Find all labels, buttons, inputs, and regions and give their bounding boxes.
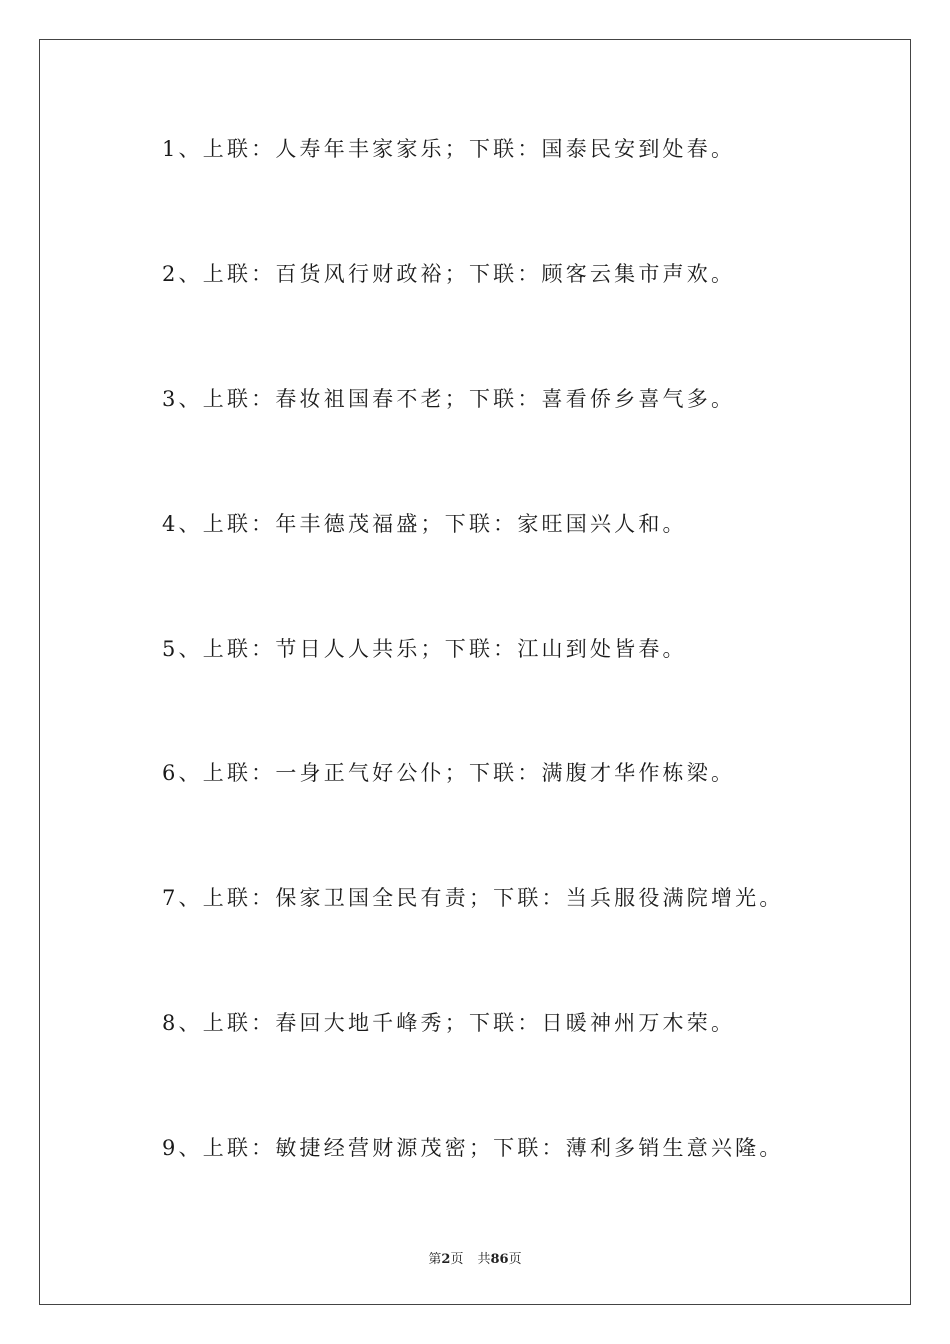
couplet-item-7: 7、上联：保家卫国全民有责；下联：当兵服役满院增光。 — [162, 886, 784, 910]
page-border — [39, 39, 911, 1305]
total-pages-prefix: 共 — [477, 1252, 491, 1267]
couplet-item-9: 9、上联：敏捷经营财源茂密；下联：薄利多销生意兴隆。 — [162, 1136, 784, 1160]
total-pages-suffix: 页 — [508, 1252, 522, 1267]
couplet-item-5: 5、上联：节日人人共乐；下联：江山到处皆春。 — [162, 637, 687, 661]
couplet-item-1: 1、上联：人寿年丰家家乐；下联：国泰民安到处春。 — [162, 137, 736, 161]
couplet-item-3: 3、上联：春妆祖国春不老；下联：喜看侨乡喜气多。 — [162, 387, 736, 411]
couplet-item-6: 6、上联：一身正气好公仆；下联：满腹才华作栋梁。 — [162, 761, 736, 785]
total-pages-number: 86 — [490, 1252, 509, 1267]
page-number-suffix: 页 — [450, 1252, 464, 1267]
couplet-item-8: 8、上联：春回大地千峰秀；下联：日暖神州万木荣。 — [162, 1011, 736, 1035]
couplet-item-4: 4、上联：年丰德茂福盛；下联：家旺国兴人和。 — [162, 512, 687, 536]
couplet-item-2: 2、上联：百货风行财政裕；下联：顾客云集市声欢。 — [162, 262, 736, 286]
page-number-prefix: 第 — [428, 1252, 442, 1267]
current-page-number: 2 — [441, 1252, 451, 1267]
page-footer — [0, 1248, 950, 1267]
